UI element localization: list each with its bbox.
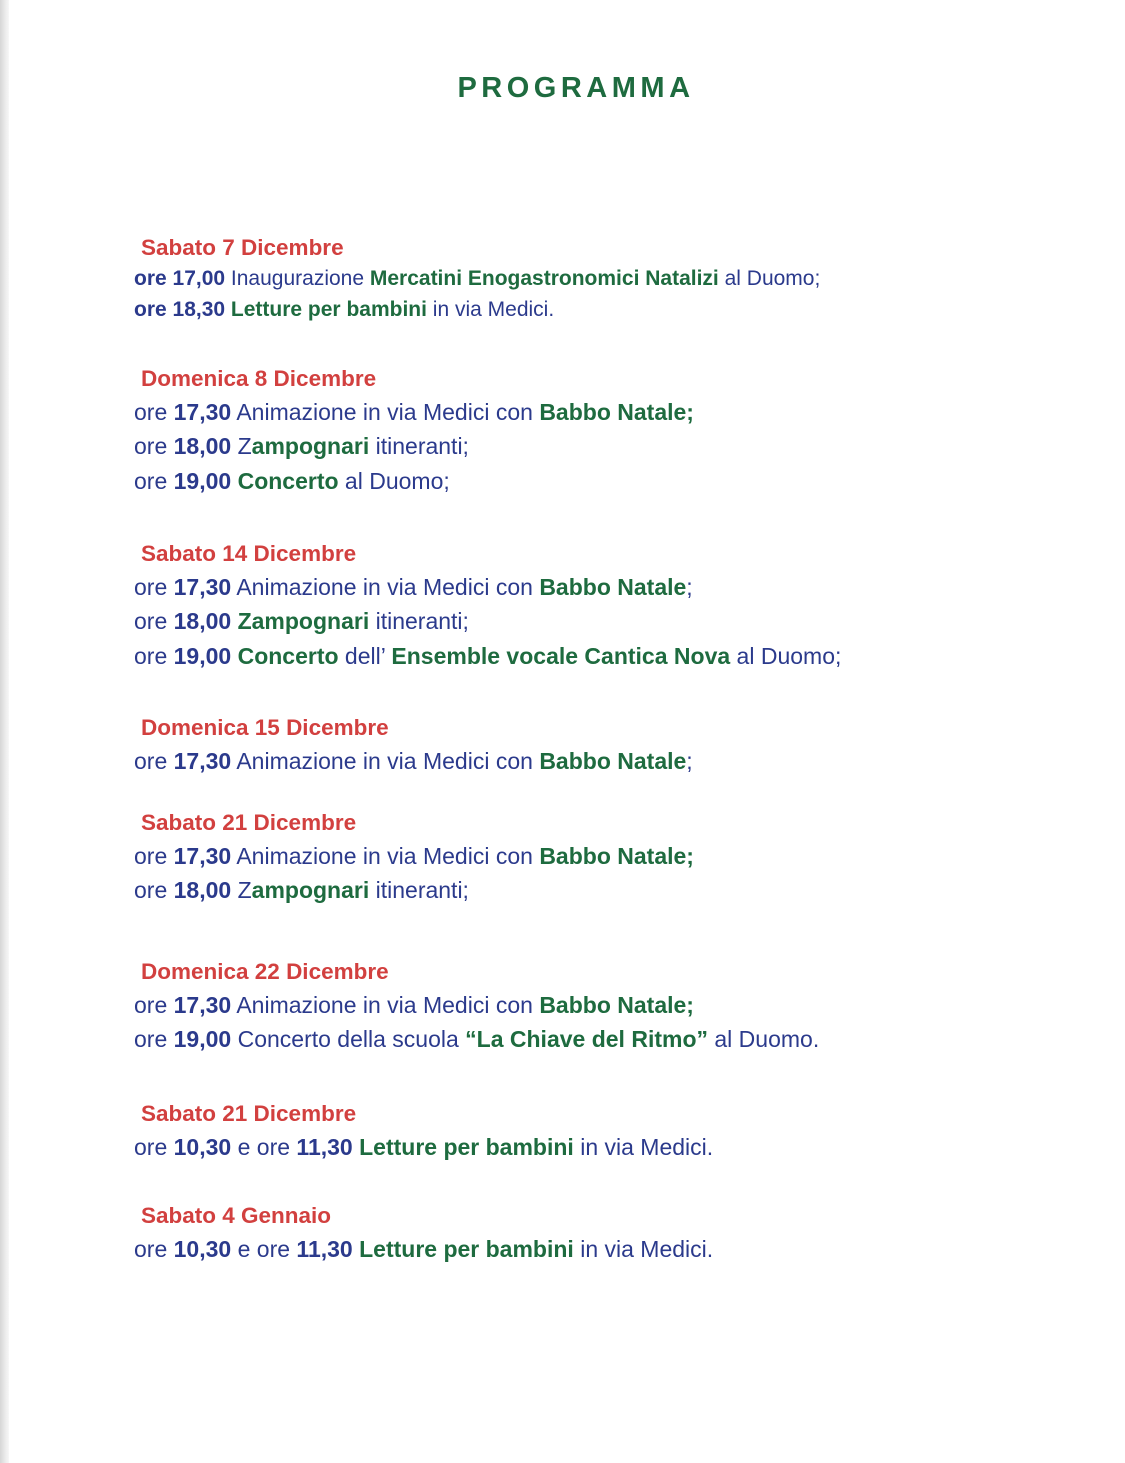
event-text: ore [134,574,174,600]
event-text: itineranti; [369,608,469,634]
event-text: ore [134,468,174,494]
event-text: Z [231,877,252,903]
event-text: Animazione in via Medici con [231,399,540,425]
event-text: ore [134,608,174,634]
event-line [134,992,694,1019]
event-time: 19,00 [173,643,232,669]
event-text: dell’ [338,643,392,669]
day-heading: Sabato 4 Gennaio [141,1203,332,1228]
event-text: Inaugurazione [225,267,370,290]
event-text: al Duomo. [708,1026,820,1052]
day-heading: Domenica 15 Dicembre [141,715,389,740]
event-text: Animazione in via Medici con [231,748,540,774]
event-text: ore [134,843,174,869]
event-line [134,1026,819,1053]
event-line [134,468,450,495]
event-highlight: Ensemble vocale Cantica Nova [391,643,731,669]
day-heading: Sabato 21 Dicembre [141,1101,357,1126]
event-text: Z [231,433,252,459]
day-heading: Sabato 21 Dicembre [141,810,357,835]
event-highlight: ampognari [251,877,370,903]
event-line [134,1134,713,1161]
event-line [134,748,693,775]
event-time: 11,30 [296,1134,353,1160]
event-text: ore [134,1236,174,1262]
event-text: itineranti; [369,433,469,459]
event-text: Concerto della scuola [231,1026,466,1052]
event-highlight: ampognari [251,433,370,459]
event-time: 17,30 [173,748,232,774]
event-text: in via Medici. [573,1236,714,1262]
event-text: al Duomo; [338,468,450,494]
event-time: ore 17,00 [134,267,226,290]
event-text: ore [134,992,174,1018]
event-highlight: Concerto [237,643,339,669]
event-text: in via Medici. [426,298,555,321]
event-text: al Duomo; [730,643,842,669]
event-text: ; [686,748,693,774]
event-highlight: Letture per bambini [230,298,427,321]
event-line [134,843,694,870]
day-heading: Domenica 8 Dicembre [141,366,377,391]
event-text: ore [134,877,174,903]
event-text: Animazione in via Medici con [231,992,540,1018]
event-highlight: Mercatini Enogastronomici Natalizi [369,267,719,290]
event-line [134,433,469,460]
event-line [134,1236,713,1263]
event-highlight: Babbo Natale; [539,992,694,1018]
page-title: PROGRAMMA [457,72,695,104]
event-text: Animazione in via Medici con [231,843,540,869]
event-highlight: Babbo Natale; [539,399,694,425]
day-heading: Sabato 14 Dicembre [141,541,357,566]
event-highlight: Babbo Natale [539,574,687,600]
event-highlight: Babbo Natale [539,748,687,774]
event-text: e ore [231,1134,297,1160]
event-highlight: Letture per bambini [359,1134,574,1160]
event-text: ; [686,574,693,600]
event-text: al Duomo; [718,267,821,290]
event-text: ore [134,1026,174,1052]
event-time: 10,30 [173,1134,232,1160]
event-time: 19,00 [173,1026,232,1052]
event-highlight: Zampognari [237,608,370,634]
event-line [134,267,820,291]
day-heading: Domenica 22 Dicembre [141,959,389,984]
event-time: 18,00 [173,608,232,634]
event-line [134,298,554,322]
event-highlight: Concerto [237,468,339,494]
event-time: 18,00 [173,433,232,459]
event-time: 17,30 [173,574,232,600]
event-text: Animazione in via Medici con [231,574,540,600]
event-text: itineranti; [369,877,469,903]
event-text: e ore [231,1236,297,1262]
event-text: in via Medici. [573,1134,714,1160]
event-text: ore [134,433,174,459]
event-time: 10,30 [173,1236,232,1262]
event-text: ore [134,1134,174,1160]
event-time: 17,30 [173,399,232,425]
event-line [134,643,841,670]
event-line [134,877,469,904]
event-line [134,608,469,635]
event-time: 17,30 [173,843,232,869]
event-time: 18,00 [173,877,232,903]
event-line [134,574,693,601]
event-text: ore [134,643,174,669]
event-highlight: Letture per bambini [359,1236,574,1262]
day-heading: Sabato 7 Dicembre [141,235,344,260]
event-highlight: Babbo Natale; [539,843,694,869]
event-highlight: “La Chiave del Ritmo” [465,1026,708,1052]
event-text: ore [134,748,174,774]
page-left-edge [0,0,9,1463]
event-text: ore [134,399,174,425]
event-line [134,399,694,426]
event-time: 11,30 [296,1236,353,1262]
event-time: 17,30 [173,992,232,1018]
event-time: 19,00 [173,468,232,494]
event-time: ore 18,30 [134,298,226,321]
